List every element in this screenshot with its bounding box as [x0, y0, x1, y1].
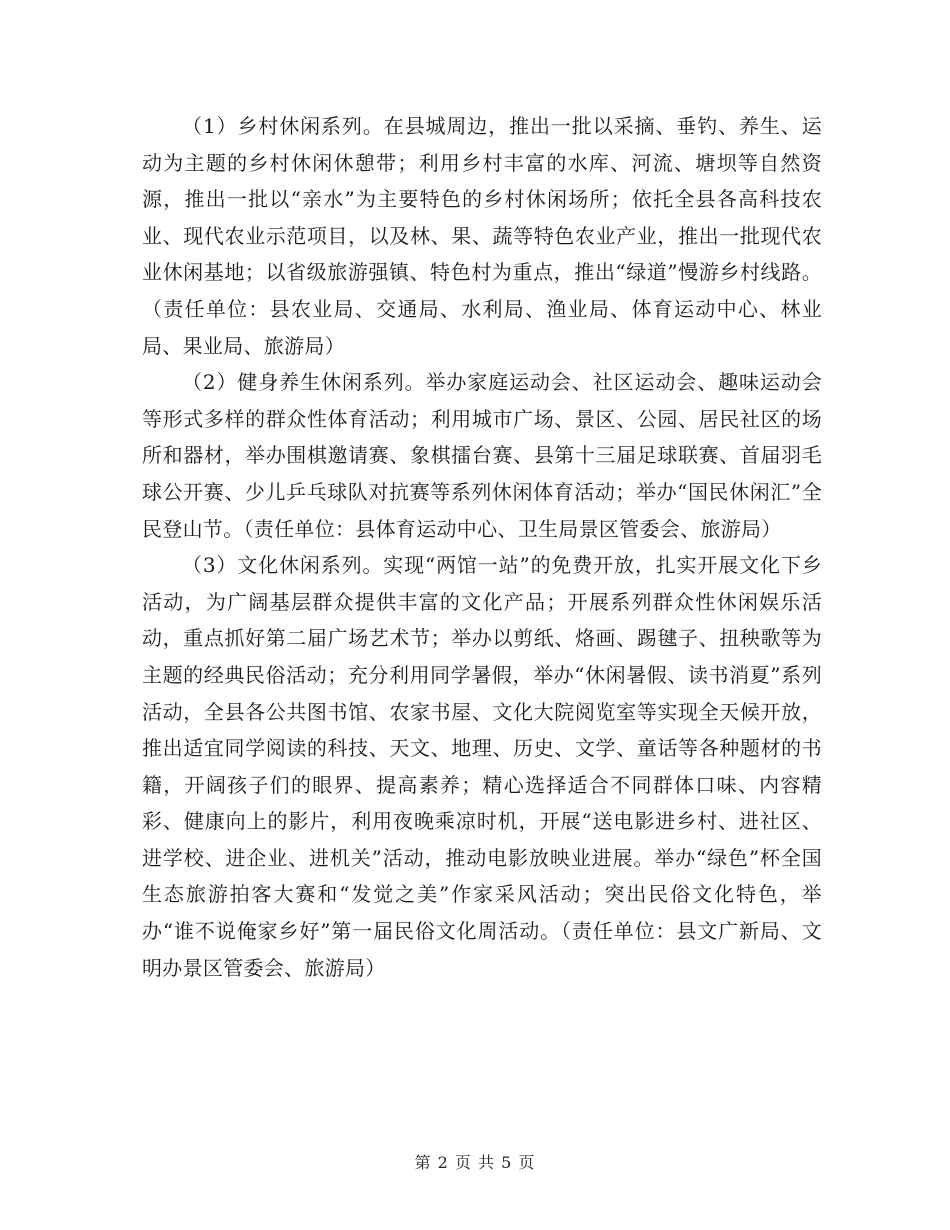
document-body [142, 108, 822, 986]
paragraph-rural-leisure: （1）乡村休闲系列。在县城周边，推出一批以采摘、垂钓、养生、运动为主题的乡村休闲休憩带；利用乡村丰富的水库、河流、塘坝等自然资源，推出一批以“亲水”为主要特色的乡村休闲场所；依托全县各高科技农业、现代农业示范项目，以及林、果、蔬等特色农业产业，推出一批现代农业休闲基地；以省级旅游强镇、特色村为重点，推出“绿道”慢游乡村线路。（责任单位：县农业局、交通局、水利局、渔业局、体育运动中心、林业局、果业局、旅游局） [142, 114, 822, 358]
page-number-footer: 第 2 页 共 5 页 [414, 1153, 536, 1172]
paragraph-culture-leisure: （3）文化休闲系列。实现“两馆一站”的免费开放，扎实开展文化下乡活动，为广阔基层群众提供丰富的文化产品；开展系列群众性休闲娱乐活动，重点抓好第二届广场艺术节；举办以剪纸、烙画、踢毽子、扭秧歌等为主题的经典民俗活动；充分利用同学暑假，举办“休闲暑假、读书消夏”系列活动，全县各公共图书馆、农家书屋、文化大院阅览室等实现全天候开放，推出适宜同学阅读的科技、天文、地理、历史、文学、童话等各种题材的书籍，开阔孩子们的眼界、提高素养；精心选择适合不同群体口味、内容精彩、健康向上的影片，利用夜晚乘凉时机，开展“送电影进乡村、进社区、进学校、进企业、进机关”活动，推动电影放映业进展。举办“绿色”杯全国生态旅游拍客大赛和“发觉之美”作家采风活动；突出民俗文化特色，举办“谁不说俺家乡好”第一届民俗文化周活动。（责任单位：县文广新局、文明办景区管委会、旅游局） [142, 553, 822, 980]
paragraph-fitness-leisure: （2）健身养生休闲系列。举办家庭运动会、社区运动会、趣味运动会等形式多样的群众性体育活动；利用城市广场、景区、公园、居民社区的场所和器材，举办围棋邀请赛、象棋擂台赛、县第十三届足球联赛、首届羽毛球公开赛、少儿乒乓球队对抗赛等系列休闲体育活动；举办“国民休闲汇”全民登山节。（责任单位：县体育运动中心、卫生局景区管委会、旅游局） [142, 370, 822, 541]
